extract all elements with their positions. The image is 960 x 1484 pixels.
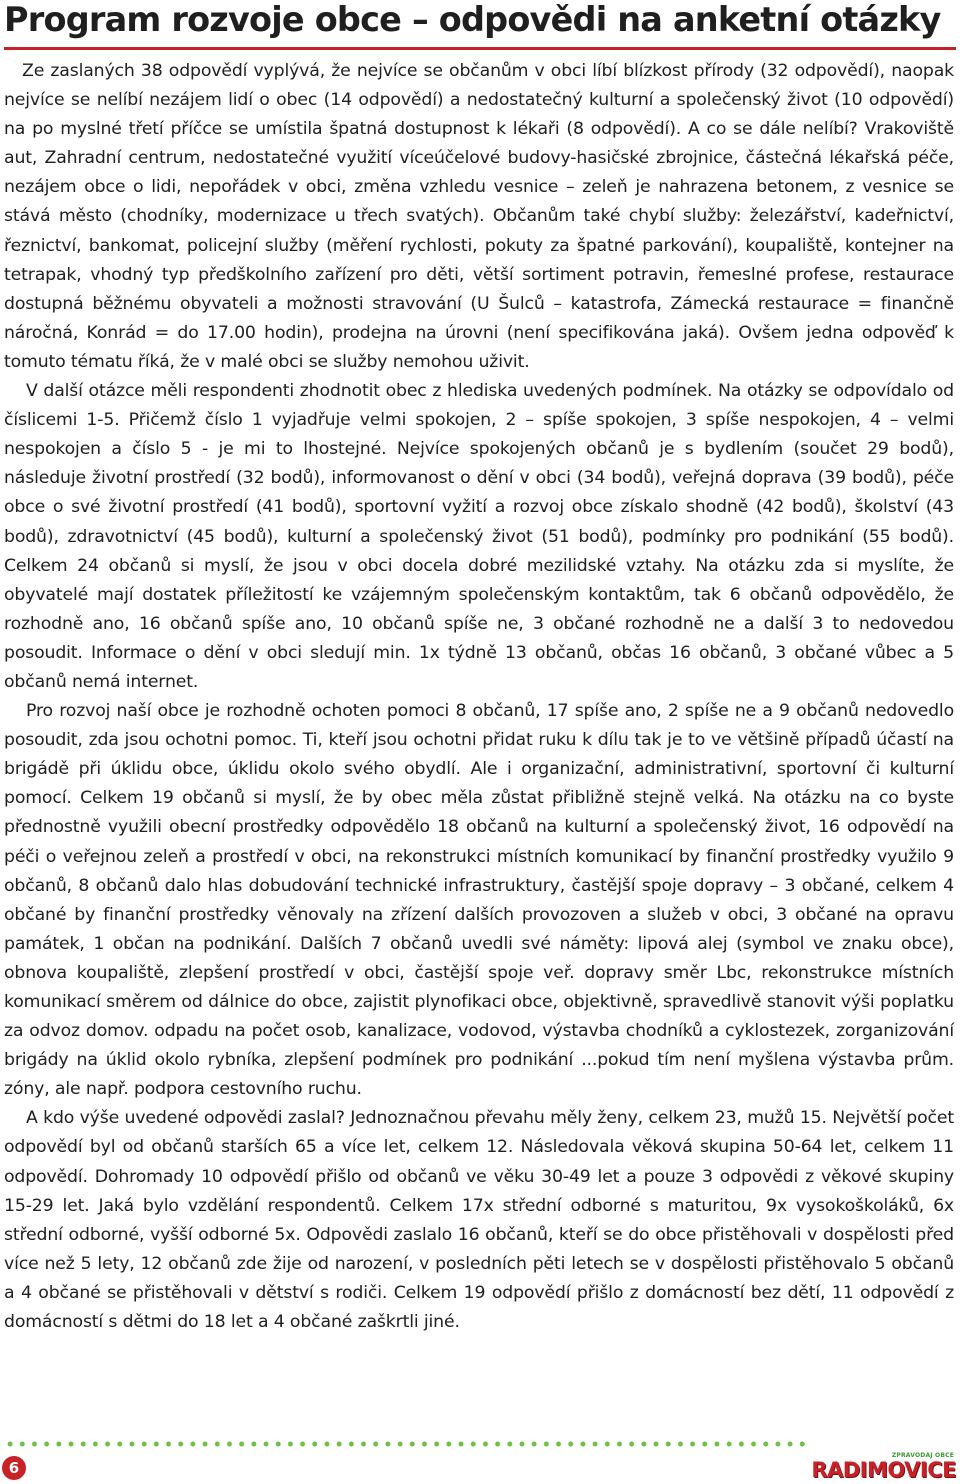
paragraph-2: V další otázce měli respondenti zhodnotit obec z hlediska uvedených podmínek. Na otázky se odpovídalo od číslicemi 1-5. Přičemž číslo 1 vyjadřuje velmi spokojen, 2 – spíše spokojen, 3 spíše nespokojen, 4 – velmi nespokojen a číslo 5 - je mi to lhostejné. Nejvíce spokojených občanů je s bydlením (součet 29 bodů), následuje životní prostředí (32 bodů), informovanost o dění v obci (34 bodů), veřejná doprava (39 bodů), péče obce o své životní prostředí (41 bodů), sportovní vyžití a rozvoj obce získalo shodně (42 bodů), školství (43 bodů), zdravotnictví (45 bodů), kulturní a společenský život (51 bodů), podmínky pro podnikání (55 bodů). Celkem 24 občanů si myslí, že jsou v obci docela dobré mezilidské vztahy. Na otázku zda si myslíte, že obyvatelé mají dostatek příležitostí ke vzájemným společenským kontaktům, tak 6 občanů odpovědělo, že rozhodně ano, 16 občanů spíše ano, 10 občanů spíše ne, 3 občané rozhodně ne a další 3 to nedovedou posoudit. Informace o dění v obci sledují min. 1x týdně 13 občanů, občas 16 občanů, 3 občané vůbec a 5 občanů nemá internet. [4,381,954,692]
title-underline [4,47,956,50]
paragraph-1: Ze zaslaných 38 odpovědí vyplývá, že nejvíce se občanům v obci líbí blízkost přírody (32 odpovědí), naopak nejvíce se nelíbí nezájem lidí o obec (14 odpovědí) a nedostatečný kulturní a společenský život (10 odpovědí) na po myslné třetí příčce se umístila špatná dostupnost k lékaři (8 odpovědí). A co se dále nelíbí? Vrakoviště aut, Zahradní centrum, nedostatečné využití víceúčelové budovy-hasičské zbrojnice, částečná lékařská péče, nezájem obce o lidi, nepořádek v obci, změna vzhledu vesnice – zeleň je nahrazena betonem, z vesnice se stává město (chodníky, modernizace u třech svatých). Občanům také chybí služby: železářství, kadeřnictví, řeznictví, bankomat, policejní služby (měření rychlosti, pokuty za špatné parkování), koupaliště, kontejner na tetrapak, vhodný typ předškolního zařízení pro děti, větší sortiment potravin, řemeslné profese, restaurace dostupná běžnému obyvateli a možnosti stravování (U Šulců – katastrofa, Zámecká restaurace = finančně náročná, Konrád = do 17.00 hodin), prodejna na úrovni (není specifikována jaká). Ovšem jedna odpověď k tomuto tématu říká, že v malé obci se služby nemohou uživit. [4,61,954,372]
article-body [4,57,954,1337]
dotted-divider [4,1441,808,1447]
paragraph-4: A kdo výše uvedené odpovědi zaslal? Jednoznačnou převahu měly ženy, celkem 23, mužů 15. Největší počet odpovědí byl od občanů starších 65 a více let, celkem 12. Následovala věková skupina 50-64 let, celkem 11 odpovědí. Dohromady 10 odpovědí přišlo od občanů ve věku 30-49 let a pouze 3 odpovědi z věkové skupiny 15-29 let. Jaká bylo vzdělání respondentů. Celkem 17x střední odborné s maturitou, 9x vysokoškoláků, 6x střední odborné, vyšší odborné 5x. Odpovědi zaslalo 16 občanů, kteří se do obce přistěhovali v dospělosti před více než 5 lety, 12 občanů zde žije od narození, v posledních pěti letech se v dospělosti přistěhovalo 5 občanů a 4 občané se přistěhovali v dětství s rodiči. Celkem 19 odpovědí přišlo z domácností bez dětí, 11 odpovědí z domácností s dětmi do 18 let a 4 občané zaškrtli jiné. [4,1108,954,1333]
page-title: Program rozvoje obce – odpovědi na anketní otázky [4,0,941,39]
page-number-badge: 6 [2,1456,26,1480]
newsletter-logo [811,1452,956,1482]
paragraph-3: Pro rozvoj naší obce je rozhodně ochoten pomoci 8 občanů, 17 spíše ano, 2 spíše ne a 9 občanů nedovedlo posoudit, zda jsou ochotni pomoc. Ti, kteří jsou ochotni přidat ruku k dílu tak je to ve většině případů účastí na brigádě při úklidu obce, úklidu okolo svého obydlí. Ale i organizační, administrativní, sportovní či kulturní pomocí. Celkem 19 občanů si myslí, že by obec měla zůstat přibližně stejně velká. Na otázku na co byste přednostně využili obecní prostředky odpovědělo 18 občanů na kulturní a společenský život, 16 odpovědí na péči o veřejnou zeleň a prostředí v obci, na rekonstrukci místních komunikací by finanční prostředky využilo 9 občanů, 8 občanů dalo hlas dobudování technické infrastruktury, častější spoje dopravy – 3 občané, celkem 4 občané by finanční prostředky věnovaly na zřízení dalších provozoven a služeb v obci, 3 občané na opravu památek, 1 občan na podnikání. Dalších 7 občanů uvedli své náměty: lipová alej (symbol ve znaku obce), obnova koupaliště, zlepšení prostředí v obci, častější spoje veř. dopravy směr Lbc, rekonstrukce místních komunikací směrem od dálnice do obce, zajistit plynofikaci obce, objektivně, spravedlivě stanovit výši poplatku za odvoz domov. odpadu na počet osob, kanalizace, vodovod, výstavba chodníků a cyklostezek, zorganizování brigády na úklid okolo rybníka, zlepšení podmínek pro podnikání ...pokud tím není myšlena výstavba prům. zóny, ale např. podpora cestovního ruchu. [4,701,954,1100]
logo-tagline: ZPRAVODAJ OBCE [891,1452,954,1459]
logo-wordmark: RADIMOVICE [811,1458,956,1482]
